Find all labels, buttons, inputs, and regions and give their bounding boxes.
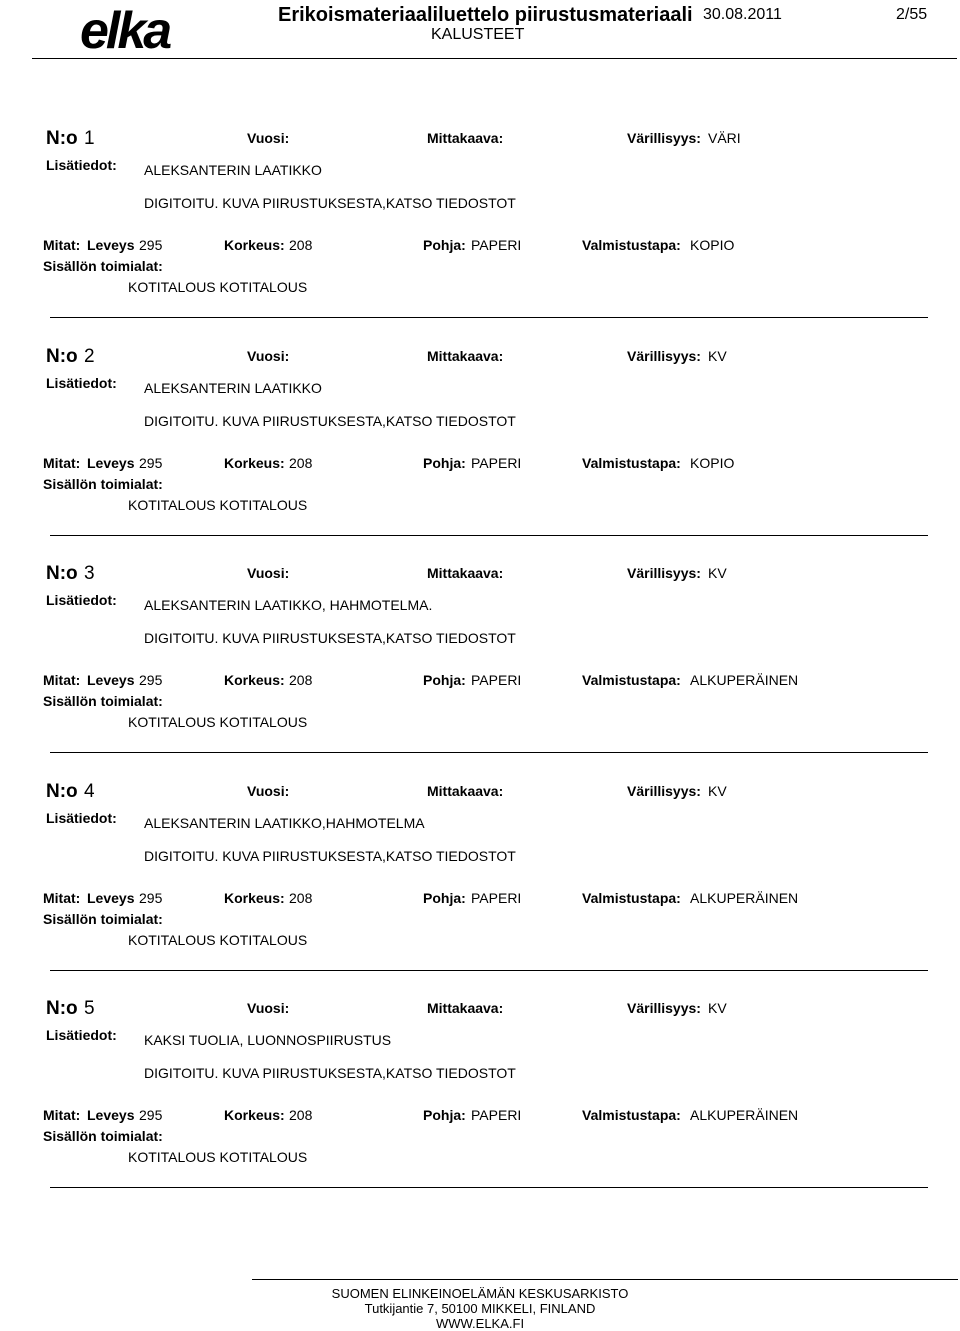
record-number: 5 bbox=[84, 998, 95, 1019]
sisallon-toimialat-label: Sisällön toimialat: bbox=[43, 258, 163, 274]
varillisyys-label: Värillisyys: bbox=[627, 347, 701, 364]
pohja-label: Pohja: bbox=[423, 237, 466, 253]
pohja-value: PAPERI bbox=[471, 1107, 522, 1123]
pohja-value: PAPERI bbox=[471, 889, 522, 906]
korkeus-label: Korkeus: bbox=[224, 454, 285, 471]
mitat-label: Mitat: bbox=[43, 1107, 81, 1123]
record-no-label: N:o bbox=[46, 345, 78, 367]
leveys-label: Leveys bbox=[87, 1107, 135, 1123]
record-number: 1 bbox=[84, 128, 95, 149]
valmistustapa-value: ALKUPERÄINEN bbox=[690, 889, 799, 906]
page-number: 2/55 bbox=[896, 6, 928, 23]
lisatiedot-line-1: ALEKSANTERIN LAATIKKO bbox=[144, 162, 322, 178]
pohja-label: Pohja: bbox=[423, 1107, 466, 1123]
lisatiedot-label: Lisätiedot: bbox=[46, 1027, 117, 1043]
mittakaava-label: Mittakaava: bbox=[427, 782, 504, 799]
valmistustapa-label: Valmistustapa: bbox=[582, 454, 681, 471]
mitat-label: Mitat: bbox=[43, 237, 81, 253]
varillisyys-label: Värillisyys: bbox=[627, 1000, 701, 1016]
record-divider bbox=[50, 317, 928, 318]
varillisyys-value: KV bbox=[708, 565, 727, 581]
leveys-value: 295 bbox=[139, 672, 163, 688]
record-divider bbox=[50, 970, 928, 971]
vuosi-label: Vuosi: bbox=[247, 565, 290, 581]
korkeus-label: Korkeus: bbox=[224, 672, 285, 688]
mittakaava-label: Mittakaava: bbox=[427, 347, 504, 364]
vuosi-label: Vuosi: bbox=[247, 130, 290, 146]
toimialat-value: KOTITALOUS KOTITALOUS bbox=[128, 279, 308, 295]
leveys-label: Leveys bbox=[87, 672, 135, 688]
sisallon-toimialat-label: Sisällön toimialat: bbox=[43, 1128, 163, 1144]
record-no-label: N:o bbox=[46, 563, 78, 584]
pohja-label: Pohja: bbox=[423, 672, 466, 688]
mitat-label: Mitat: bbox=[43, 889, 81, 906]
lisatiedot-line-1: KAKSI TUOLIA, LUONNOSPIIRUSTUS bbox=[144, 1032, 392, 1048]
korkeus-value: 208 bbox=[289, 1107, 313, 1123]
record-no-label: N:o bbox=[46, 128, 78, 149]
lisatiedot-label: Lisätiedot: bbox=[46, 809, 117, 826]
record-no-label: N:o bbox=[46, 780, 78, 802]
valmistustapa-label: Valmistustapa: bbox=[582, 1107, 681, 1123]
varillisyys-value: KV bbox=[708, 1000, 727, 1016]
korkeus-label: Korkeus: bbox=[224, 1107, 285, 1123]
valmistustapa-label: Valmistustapa: bbox=[582, 672, 681, 688]
mittakaava-label: Mittakaava: bbox=[427, 565, 504, 581]
varillisyys-label: Värillisyys: bbox=[627, 130, 701, 146]
pohja-value: PAPERI bbox=[471, 672, 522, 688]
toimialat-value: KOTITALOUS KOTITALOUS bbox=[128, 496, 308, 513]
sisallon-toimialat-label: Sisällön toimialat: bbox=[43, 475, 163, 492]
sisallon-toimialat-label: Sisällön toimialat: bbox=[43, 910, 163, 927]
varillisyys-value: VÄRI bbox=[708, 130, 741, 146]
lisatiedot-line-2: DIGITOITU. KUVA PIIRUSTUKSESTA,KATSO TIEDOSTOT bbox=[144, 630, 516, 646]
korkeus-label: Korkeus: bbox=[224, 889, 285, 906]
footer-website: WWW.ELKA.FI bbox=[435, 1316, 525, 1331]
leveys-label: Leveys bbox=[87, 237, 135, 253]
varillisyys-label: Värillisyys: bbox=[627, 782, 701, 799]
footer-divider bbox=[252, 1279, 958, 1280]
document-subtitle: KALUSTEET bbox=[431, 26, 525, 43]
record-divider bbox=[50, 752, 928, 753]
document-title: Erikoismateriaaliluettelo piirustusmateriaali bbox=[278, 4, 693, 26]
pohja-label: Pohja: bbox=[423, 454, 466, 471]
korkeus-value: 208 bbox=[289, 237, 313, 253]
record-number: 2 bbox=[84, 345, 95, 367]
footer-address: Tutkijantie 7, 50100 MIKKELI, FINLAND bbox=[364, 1301, 596, 1316]
record-divider bbox=[50, 1187, 928, 1188]
vuosi-label: Vuosi: bbox=[247, 782, 290, 799]
valmistustapa-value: ALKUPERÄINEN bbox=[690, 672, 799, 688]
document-date: 30.08.2011 bbox=[703, 6, 782, 23]
vuosi-label: Vuosi: bbox=[247, 1000, 290, 1016]
lisatiedot-line-2: DIGITOITU. KUVA PIIRUSTUKSESTA,KATSO TIEDOSTOT bbox=[144, 1065, 516, 1081]
record-number: 3 bbox=[84, 563, 95, 584]
mitat-label: Mitat: bbox=[43, 454, 81, 471]
mittakaava-label: Mittakaava: bbox=[427, 130, 504, 146]
record-number: 4 bbox=[84, 780, 95, 802]
korkeus-label: Korkeus: bbox=[224, 237, 285, 253]
leveys-label: Leveys bbox=[87, 889, 135, 906]
lisatiedot-line-1: ALEKSANTERIN LAATIKKO, HAHMOTELMA. bbox=[144, 597, 433, 613]
valmistustapa-value: KOPIO bbox=[690, 454, 735, 471]
mittakaava-label: Mittakaava: bbox=[427, 1000, 504, 1016]
lisatiedot-line-1: ALEKSANTERIN LAATIKKO bbox=[144, 379, 322, 396]
leveys-value: 295 bbox=[139, 889, 163, 906]
valmistustapa-value: KOPIO bbox=[690, 237, 735, 253]
korkeus-value: 208 bbox=[289, 889, 313, 906]
elka-logo bbox=[80, 4, 198, 54]
record-no-label: N:o bbox=[46, 998, 78, 1019]
toimialat-value: KOTITALOUS KOTITALOUS bbox=[128, 714, 308, 730]
varillisyys-value: KV bbox=[708, 347, 727, 364]
footer-organization: SUOMEN ELINKEINOELÄMÄN KESKUSARKISTO bbox=[331, 1286, 629, 1301]
pohja-label: Pohja: bbox=[423, 889, 466, 906]
korkeus-value: 208 bbox=[289, 672, 313, 688]
valmistustapa-label: Valmistustapa: bbox=[582, 889, 681, 906]
varillisyys-label: Värillisyys: bbox=[627, 565, 701, 581]
sisallon-toimialat-label: Sisällön toimialat: bbox=[43, 693, 163, 709]
lisatiedot-label: Lisätiedot: bbox=[46, 592, 117, 608]
mitat-label: Mitat: bbox=[43, 672, 81, 688]
leveys-value: 295 bbox=[139, 454, 163, 471]
header-divider bbox=[32, 58, 957, 59]
logo-text: elka bbox=[80, 4, 170, 54]
valmistustapa-label: Valmistustapa: bbox=[582, 237, 681, 253]
lisatiedot-line-1: ALEKSANTERIN LAATIKKO,HAHMOTELMA bbox=[144, 814, 425, 831]
varillisyys-value: KV bbox=[708, 782, 727, 799]
pohja-value: PAPERI bbox=[471, 237, 522, 253]
valmistustapa-value: ALKUPERÄINEN bbox=[690, 1107, 799, 1123]
leveys-label: Leveys bbox=[87, 454, 135, 471]
toimialat-value: KOTITALOUS KOTITALOUS bbox=[128, 931, 308, 948]
vuosi-label: Vuosi: bbox=[247, 347, 290, 364]
leveys-value: 295 bbox=[139, 1107, 163, 1123]
toimialat-value: KOTITALOUS KOTITALOUS bbox=[128, 1149, 308, 1165]
lisatiedot-line-2: DIGITOITU. KUVA PIIRUSTUKSESTA,KATSO TIEDOSTOT bbox=[144, 195, 516, 211]
lisatiedot-label: Lisätiedot: bbox=[46, 157, 117, 173]
pohja-value: PAPERI bbox=[471, 454, 522, 471]
lisatiedot-label: Lisätiedot: bbox=[46, 374, 117, 391]
record-divider bbox=[50, 535, 928, 536]
lisatiedot-line-2: DIGITOITU. KUVA PIIRUSTUKSESTA,KATSO TIEDOSTOT bbox=[144, 412, 516, 429]
lisatiedot-line-2: DIGITOITU. KUVA PIIRUSTUKSESTA,KATSO TIEDOSTOT bbox=[144, 847, 516, 864]
leveys-value: 295 bbox=[139, 237, 163, 253]
korkeus-value: 208 bbox=[289, 454, 313, 471]
